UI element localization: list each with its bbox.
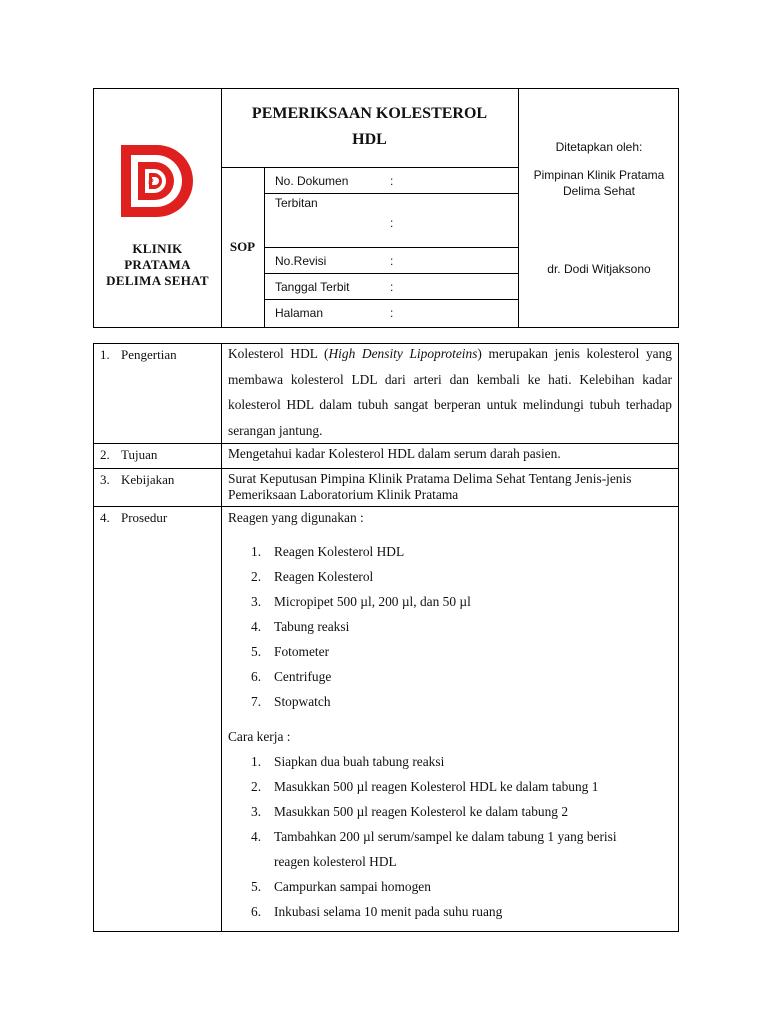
title-line: PEMERIKSAAN KOLESTEROL xyxy=(251,105,488,122)
field-row-tanggal-terbit xyxy=(265,274,518,300)
field-row-no-dokumen xyxy=(265,168,518,194)
reagent-heading: Reagen yang digunakan : xyxy=(228,510,364,525)
field-colon: : xyxy=(390,216,394,230)
list-text: reagen kolesterol HDL xyxy=(274,854,397,869)
list-number: 1. xyxy=(251,754,262,769)
list-text: Campurkan sampai homogen xyxy=(274,879,431,894)
list-number: 2. xyxy=(251,779,262,794)
list-text: Inkubasi selama 10 menit pada suhu ruang xyxy=(274,904,503,919)
list-number: 6. xyxy=(251,669,262,684)
clinic-name-line: KLINIK xyxy=(132,241,183,256)
field-row-no-revisi xyxy=(265,248,518,274)
section-text: Surat Keputusan Pimpina Klinik Pratama Delima Sehat Tentang Jenis-jenis Pemeriksaan Laboratorium Klinik Pratama xyxy=(228,471,632,502)
section-text: Mengetahui kadar Kolesterol HDL dalam serum darah pasien. xyxy=(228,446,561,461)
field-colon: : xyxy=(390,306,394,320)
field-label: No.Revisi xyxy=(275,254,327,268)
clinic-logo xyxy=(119,143,195,219)
field-label: Terbitan xyxy=(275,196,318,210)
list-number: 6. xyxy=(251,904,262,919)
field-label: Tanggal Terbit xyxy=(275,280,350,294)
list-text: Tambahkan 200 µl serum/sampel ke dalam tabung 1 yang berisi xyxy=(274,829,617,844)
list-text: Fotometer xyxy=(274,644,330,659)
section-label-cell xyxy=(94,469,222,506)
list-text: Masukkan 500 µl reagen Kolesterol ke dalam tabung 2 xyxy=(274,804,569,819)
list-number: 1. xyxy=(251,544,262,559)
approval-name: dr. Dodi Witjaksono xyxy=(547,262,651,276)
field-row-halaman xyxy=(265,300,518,327)
section-row-pengertian xyxy=(94,344,678,444)
text-part: ) merupakan jenis kolesterol yang membawa kolesterol LDL dari arteri dan kembali ke hati. Kelebihan kadar kolesterol HDL dalam tubuh sangat berperan untuk melindungi tubuh terhadap serangan jantung. xyxy=(228,346,672,438)
field-row-terbitan xyxy=(265,194,518,248)
text-part: Kolesterol HDL ( xyxy=(228,346,329,361)
clinic-name-line: PRATAMA xyxy=(124,257,191,272)
list-number: 4. xyxy=(251,829,262,844)
procedure-content xyxy=(228,507,672,931)
list-text: Stopwatch xyxy=(274,694,331,709)
list-number: 7. xyxy=(251,694,262,709)
approval-role xyxy=(519,167,679,199)
list-number: 3. xyxy=(251,594,262,609)
section-label: Prosedur xyxy=(121,510,168,525)
svg-text:₽: ₽ xyxy=(148,178,154,188)
document-fields xyxy=(265,168,518,327)
approval-cell xyxy=(518,89,679,327)
clinic-name xyxy=(94,241,221,289)
field-colon: : xyxy=(390,280,394,294)
approval-role-line: Pimpinan Klinik Pratama xyxy=(533,168,665,182)
sop-label: SOP xyxy=(221,168,265,327)
section-row-prosedur xyxy=(94,507,678,931)
logo-cell xyxy=(94,89,222,327)
section-label: Kebijakan xyxy=(121,472,175,487)
sop-body-table xyxy=(93,343,679,932)
section-label: Pengertian xyxy=(121,347,177,362)
document-title xyxy=(221,89,518,168)
steps-heading: Cara kerja : xyxy=(228,729,291,744)
list-text: Reagen Kolesterol xyxy=(274,569,374,584)
list-number: 4. xyxy=(251,619,262,634)
list-number: 5. xyxy=(251,879,262,894)
list-number: 3. xyxy=(251,804,262,819)
section-text xyxy=(228,341,672,443)
field-colon: : xyxy=(390,254,394,268)
section-label-cell xyxy=(94,444,222,468)
section-row-kebijakan xyxy=(94,469,678,507)
list-text: Centrifuge xyxy=(274,669,332,684)
list-text: Tabung reaksi xyxy=(274,619,350,634)
section-row-tujuan xyxy=(94,444,678,469)
list-number: 2. xyxy=(251,569,262,584)
section-number: 2. xyxy=(100,447,110,462)
list-text: Reagen Kolesterol HDL xyxy=(274,544,405,559)
section-label-cell xyxy=(94,344,222,443)
list-text: Siapkan dua buah tabung reaksi xyxy=(274,754,445,769)
list-text: Micropipet 500 µl, 200 µl, dan 50 µl xyxy=(274,594,471,609)
list-number: 5. xyxy=(251,644,262,659)
list-text: Masukkan 500 µl reagen Kolesterol HDL ke dalam tabung 1 xyxy=(274,779,599,794)
section-number: 1. xyxy=(100,347,110,362)
document-header xyxy=(93,88,679,328)
section-label: Tujuan xyxy=(121,447,158,462)
text-italic-part: High Density Lipoproteins xyxy=(328,346,478,361)
field-label: No. Dokumen xyxy=(275,174,349,188)
field-colon: : xyxy=(390,174,394,188)
approval-set-by: Ditetapkan oleh: xyxy=(555,140,643,154)
section-number: 3. xyxy=(100,472,110,487)
field-label: Halaman xyxy=(275,306,324,320)
approval-role-line: Delima Sehat xyxy=(562,184,636,198)
title-line: HDL xyxy=(352,131,387,148)
section-number: 4. xyxy=(100,510,110,525)
clinic-name-line: DELIMA SEHAT xyxy=(106,273,209,288)
section-label-cell xyxy=(94,507,222,931)
